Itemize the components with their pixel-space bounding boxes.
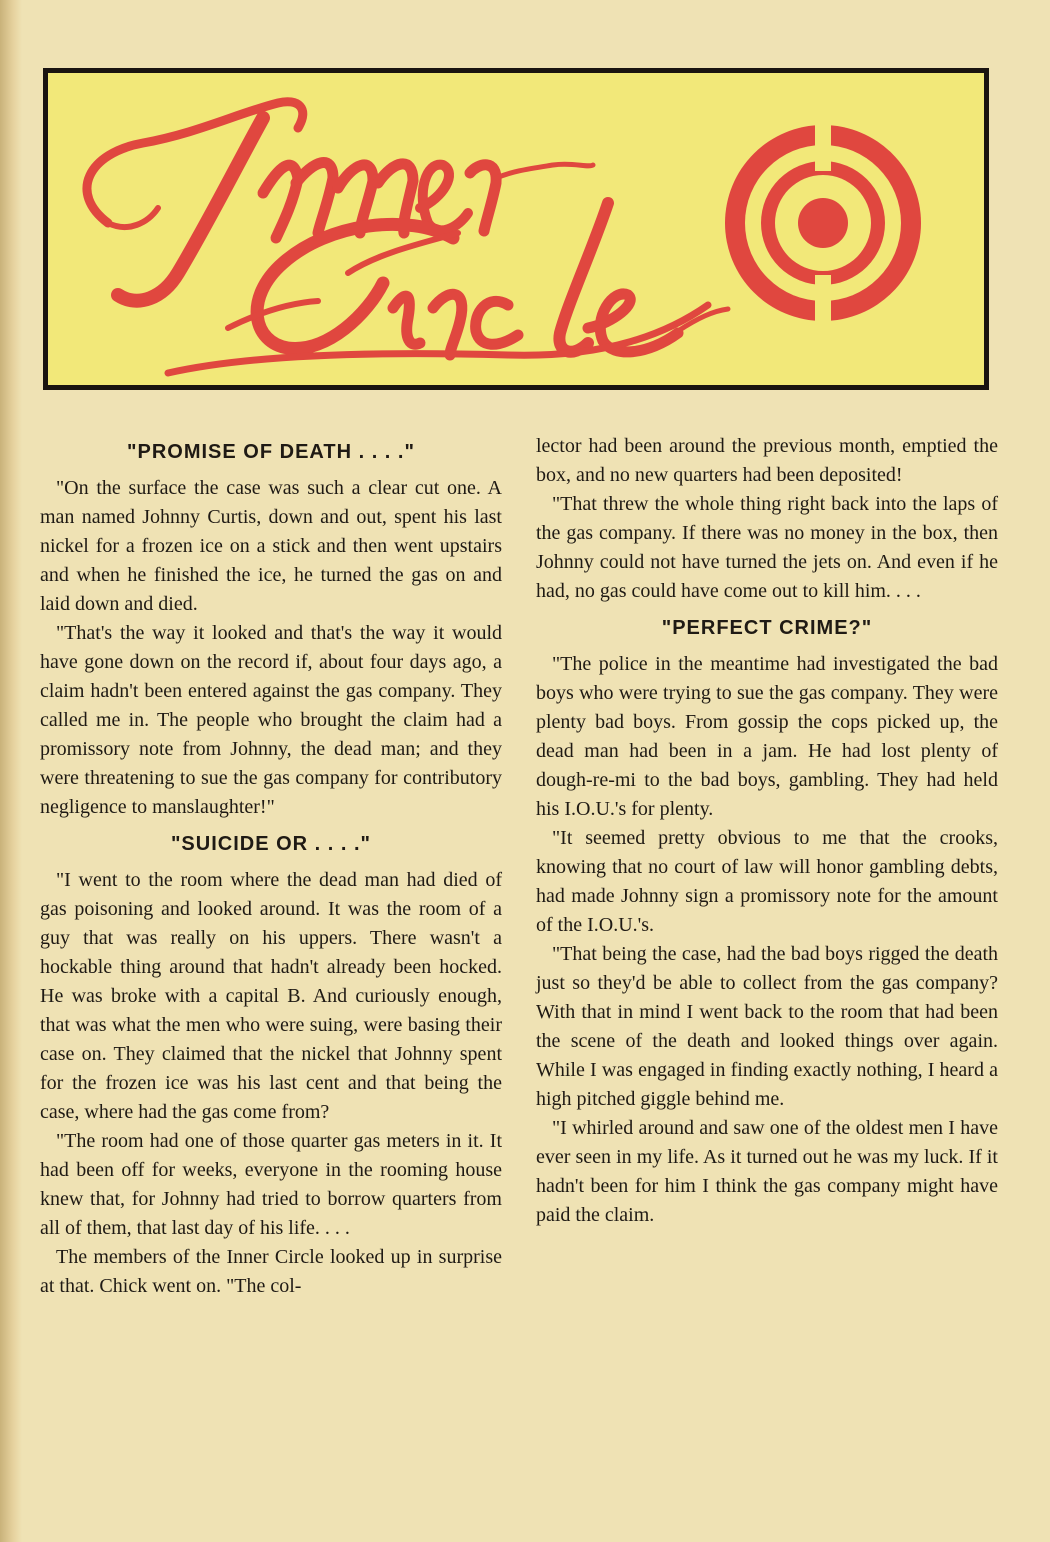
paragraph: "That's the way it looked and that's the way it would have gone down on the record if, about four days ago, a claim hadn't been entered against the gas company. They called me in. The people who brought the claim had a promissory note from Johnny, the dead man; and they were threatening to sue the gas company for contributory negligence to manslaughter!" bbox=[40, 622, 502, 818]
paragraph: "That being the case, had the bad boys rigged the death just so they'd be able to collect from the gas company? With that in mind I went back to the room that had been the scene of the death and looked things over again. While I was engaged in finding exactly nothing, I heard a high pitched giggle behind me. bbox=[536, 943, 998, 1110]
paragraph: "The room had one of those quarter gas meters in it. It had been off for weeks, everyone in the rooming house knew that, for Johnny had tried to borrow quarters from all of them, that last day of his life. . . . bbox=[40, 1130, 502, 1239]
target-icon bbox=[725, 121, 921, 325]
paragraph: "That threw the whole thing right back into the laps of the gas company. If there was no money in the box, then Johnny could not have turned the jets on. And even if he had, no gas could have come out to kill him. . . . bbox=[536, 493, 998, 602]
heading-suicide-or: "SUICIDE OR . . . ." bbox=[170, 833, 372, 855]
page-spine bbox=[0, 0, 22, 1542]
title-script-inner bbox=[87, 102, 728, 373]
paragraph: The members of the Inner Circle looked up in surprise at that. Chick went on. "The col- bbox=[40, 1246, 502, 1297]
heading-promise-of-death: "PROMISE OF DEATH . . . ." bbox=[127, 441, 415, 463]
paragraph: "On the surface the case was such a clear cut one. A man named Johnny Curtis, down and out, spent his last nickel for a frozen ice on a stick and then went upstairs and when he finished the ice, he turned the gas on and laid down and died. bbox=[40, 477, 502, 615]
title-banner bbox=[43, 68, 989, 390]
paragraph: "The police in the meantime had investigated the bad boys who were trying to sue the gas company. They were plenty bad boys. From gossip the cops picked up, the dead man had been in a jam. He had lost plenty of dough-re-mi to the bad boys, gambling. They had held his I.O.U.'s for plenty. bbox=[536, 653, 998, 820]
paragraph: lector had been around the previous month, emptied the box, and no new quarters had been deposited! bbox=[536, 435, 998, 486]
paragraph: "It seemed pretty obvious to me that the crooks, knowing that no court of law will honor gambling debts, had made Johnny sign a promissory note for the amount of the I.O.U.'s. bbox=[536, 827, 998, 936]
title-logo bbox=[48, 73, 984, 385]
paragraph: "I went to the room where the dead man had died of gas poisoning and looked around. It was the room of a guy that was really on his uppers. There wasn't a hockable thing around that hadn't already been hocked. He was broke with a capital B. And curiously enough, that was what the men who were suing, were basing their case on. They claimed that the nickel that Johnny spent for the frozen ice was his last cent and that being the case, where had the gas come from? bbox=[40, 869, 502, 1123]
heading-perfect-crime: "PERFECT CRIME?" bbox=[661, 617, 873, 639]
left-column bbox=[40, 432, 502, 1301]
paragraph: "I whirled around and saw one of the oldest men I have ever seen in my life. As it turned out he was my luck. If it hadn't been for him I think the gas company might have paid the claim. bbox=[536, 1117, 998, 1226]
right-column bbox=[536, 432, 998, 1230]
